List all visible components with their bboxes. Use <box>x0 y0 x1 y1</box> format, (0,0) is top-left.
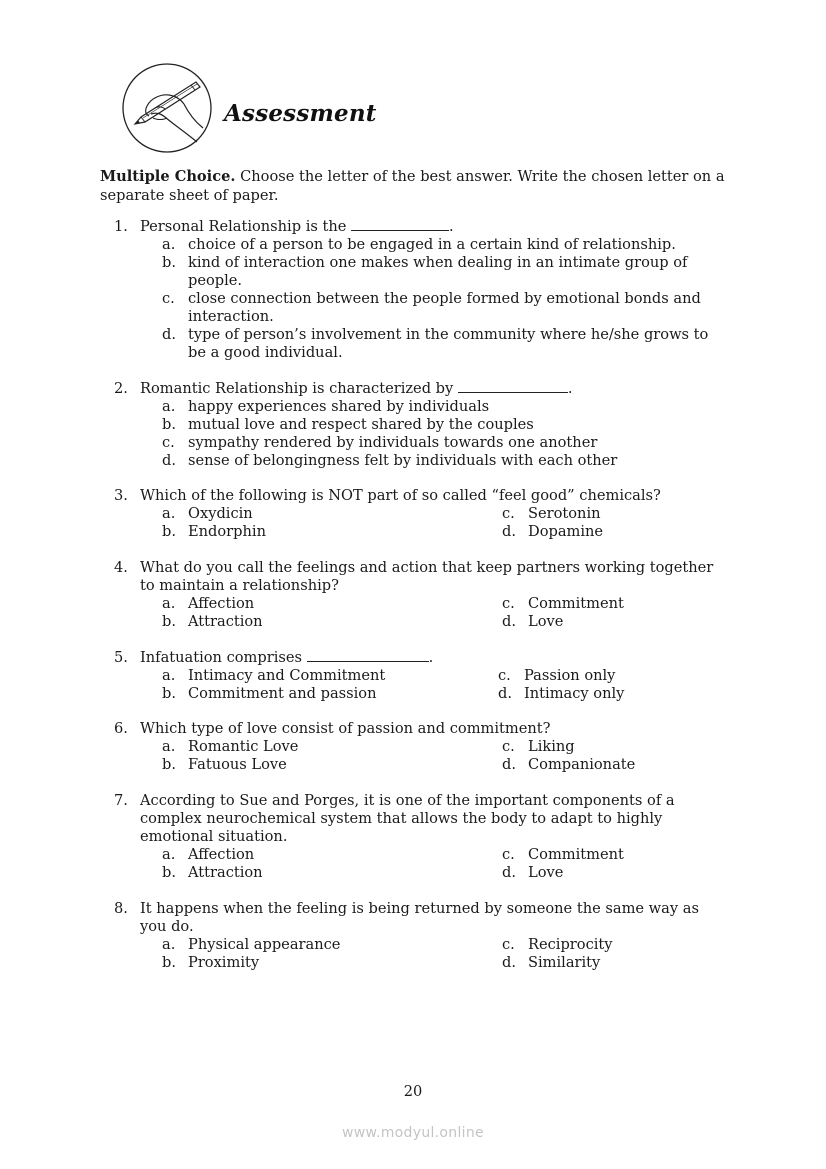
option-letter: c. <box>502 846 515 863</box>
option-grid <box>114 738 724 774</box>
option-text: Serotonin <box>528 505 601 522</box>
option-letter: a. <box>162 738 176 755</box>
option-letter: b. <box>162 613 176 630</box>
question-text-end: . <box>567 380 573 397</box>
option-letter: d. <box>162 452 176 469</box>
question-text: What do you call the feelings and action that keep partners working together to maintain a relationship? <box>140 559 714 594</box>
watermark: www.modyul.online <box>342 1125 484 1141</box>
option-d <box>114 452 724 470</box>
option-text: sympathy rendered by individuals towards one another <box>188 434 598 451</box>
option-letter: b. <box>162 864 176 881</box>
option-text: Commitment <box>528 595 624 612</box>
question-6 <box>114 720 724 774</box>
option-letter: d. <box>502 954 516 971</box>
option-text: Intimacy only <box>524 685 625 702</box>
option-text: choice of a person to be engaged in a certain kind of relationship. <box>188 236 676 253</box>
option-letter: b. <box>162 254 176 271</box>
option-a <box>114 398 724 416</box>
question-7 <box>114 792 724 882</box>
question-stem <box>114 720 724 738</box>
question-text: Infatuation comprises <box>140 649 307 666</box>
option-letter: d. <box>498 685 512 702</box>
answer-blank <box>307 649 429 662</box>
option-list <box>114 236 724 362</box>
question-number: 4. <box>114 559 128 576</box>
option-d <box>114 326 724 362</box>
option-text: Physical appearance <box>188 936 341 953</box>
question-number: 3. <box>114 487 128 504</box>
option-letter: d. <box>502 756 516 773</box>
option-text: mutual love and respect shared by the couples <box>188 416 534 433</box>
option-text: Attraction <box>188 613 263 630</box>
question-2 <box>114 380 724 470</box>
question-number: 1. <box>114 218 128 235</box>
question-number: 5. <box>114 649 128 666</box>
option-text: Attraction <box>188 864 263 881</box>
option-text: kind of interaction one makes when dealing in an intimate group of people. <box>188 254 688 289</box>
hand-writing-pencil-icon <box>121 62 213 154</box>
option-text: sense of belongingness felt by individuals with each other <box>188 452 618 469</box>
option-text: type of person’s involvement in the community where he/she grows to be a good individual. <box>188 326 709 361</box>
option-letter: c. <box>502 738 515 755</box>
option-grid <box>114 667 724 703</box>
question-stem <box>114 649 724 667</box>
question-stem <box>114 218 724 236</box>
question-text-end: . <box>449 218 454 235</box>
option-letter: c. <box>502 505 515 522</box>
option-grid <box>114 505 724 541</box>
option-text: Intimacy and Commitment <box>188 667 386 684</box>
instructions-text: Choose the letter of the best answer. Write the chosen letter on a separate sheet of paper. <box>100 168 725 204</box>
option-text: close connection between the people formed by emotional bonds and interaction. <box>188 290 701 325</box>
question-8 <box>114 900 724 972</box>
option-text: Dopamine <box>528 523 604 540</box>
question-text: Personal Relationship is the <box>140 218 352 235</box>
option-letter: d. <box>502 613 516 630</box>
option-text: Liking <box>528 738 575 755</box>
option-letter: b. <box>162 523 176 540</box>
answer-blank <box>458 380 568 393</box>
question-text: Which of the following is NOT part of so called “feel good” chemicals? <box>140 487 661 504</box>
option-letter: c. <box>498 667 511 684</box>
question-stem <box>114 487 724 505</box>
option-letter: d. <box>502 523 516 540</box>
option-text: Affection <box>188 846 255 863</box>
question-number: 7. <box>114 792 128 809</box>
question-stem <box>114 559 724 595</box>
page-number: 20 <box>403 1083 423 1100</box>
option-c <box>114 290 724 326</box>
question-text: It happens when the feeling is being returned by someone the same way as you do. <box>140 900 699 935</box>
option-letter: a. <box>162 505 176 522</box>
option-a <box>114 236 724 254</box>
option-letter: a. <box>162 398 176 415</box>
option-text: happy experiences shared by individuals <box>188 398 490 415</box>
option-letter: a. <box>162 595 176 612</box>
option-text: Similarity <box>528 954 601 971</box>
option-letter: d. <box>502 864 516 881</box>
option-letter: a. <box>162 667 176 684</box>
question-4 <box>114 559 724 631</box>
option-letter: b. <box>162 954 176 971</box>
question-number: 6. <box>114 720 128 737</box>
section-header <box>121 62 521 154</box>
option-b <box>114 416 724 434</box>
option-letter: a. <box>162 936 176 953</box>
option-text: Affection <box>188 595 255 612</box>
question-stem <box>114 380 724 398</box>
option-grid <box>114 846 724 882</box>
option-c <box>114 434 724 452</box>
option-letter: c. <box>502 936 515 953</box>
option-letter: b. <box>162 685 176 702</box>
question-number: 2. <box>114 380 128 397</box>
instructions-label: Multiple Choice. <box>100 168 236 185</box>
option-text: Endorphin <box>188 523 266 540</box>
option-text: Commitment <box>528 846 624 863</box>
question-number: 8. <box>114 900 128 917</box>
question-text-end: . <box>428 649 434 666</box>
option-grid <box>114 595 724 631</box>
question-text: Romantic Relationship is characterized by <box>140 380 458 397</box>
option-letter: a. <box>162 236 176 253</box>
option-text: Commitment and passion <box>188 685 377 702</box>
option-text: Companionate <box>528 756 636 773</box>
option-letter: b. <box>162 756 176 773</box>
option-list <box>114 398 724 470</box>
instructions <box>100 167 740 205</box>
option-letter: d. <box>162 326 176 343</box>
option-text: Love <box>528 864 564 881</box>
question-1 <box>114 218 724 362</box>
option-text: Passion only <box>524 667 616 684</box>
option-letter: a. <box>162 846 176 863</box>
question-text: Which type of love consist of passion and commitment? <box>140 720 551 737</box>
option-letter: c. <box>162 290 175 307</box>
question-5 <box>114 649 724 703</box>
option-grid <box>114 936 724 972</box>
option-text: Love <box>528 613 564 630</box>
option-text: Oxydicin <box>188 505 253 522</box>
question-stem <box>114 900 724 936</box>
section-title: Assessment <box>224 100 377 127</box>
answer-blank <box>351 218 449 231</box>
option-b <box>114 254 724 290</box>
option-letter: c. <box>502 595 515 612</box>
question-text: According to Sue and Porges, it is one of the important components of a complex neurochemical system that allows the body to adapt to highly emotional situation. <box>140 792 675 845</box>
option-letter: b. <box>162 416 176 433</box>
option-text: Proximity <box>188 954 260 971</box>
option-letter: c. <box>162 434 175 451</box>
option-text: Fatuous Love <box>188 756 287 773</box>
option-text: Reciprocity <box>528 936 613 953</box>
question-stem <box>114 792 724 846</box>
option-text: Romantic Love <box>188 738 299 755</box>
question-3 <box>114 487 724 541</box>
